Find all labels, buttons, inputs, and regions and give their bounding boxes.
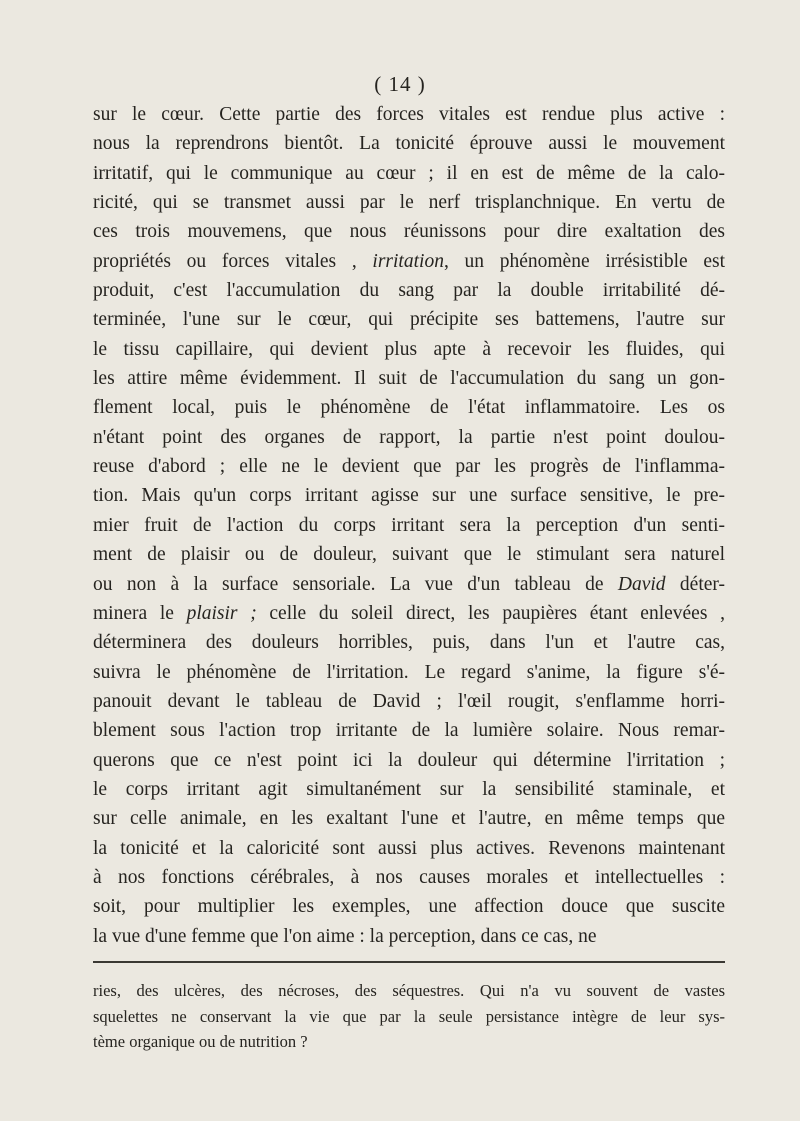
- text-line: déterminera des douleurs horribles, puis, dans l'un et l'autre cas,: [93, 632, 725, 654]
- text-line: flement local, puis le phénomène de l'état inflammatoire. Les os: [93, 397, 725, 419]
- text-line: la vue d'une femme que l'on aime : la perception, dans ce cas, ne: [93, 925, 597, 947]
- text-line-segment: propriétés ou forces vitales ,: [93, 250, 373, 272]
- text-line: sur celle animale, en les exaltant l'une et l'autre, en même temps que: [93, 808, 725, 830]
- text-line-italic: irritation: [372, 250, 444, 272]
- text-line: ricité, qui se transmet aussi par le nerf trisplanchnique. En vertu de: [93, 192, 725, 214]
- text-line: terminée, l'une sur le cœur, qui précipite ses battemens, l'autre sur: [93, 309, 725, 331]
- text-line: irritatif, qui le communique au cœur ; il en est de même de la calo-: [93, 162, 725, 184]
- text-line-segment: minera le: [93, 602, 187, 624]
- text-line: [93, 247, 725, 276]
- text-line: [93, 599, 725, 628]
- text-line: blement sous l'action trop irritante de la lumière solaire. Nous remar-: [93, 720, 725, 742]
- footnote-line: tème organique ou de nutrition ?: [93, 1032, 308, 1051]
- page-number: ( 14 ): [374, 72, 426, 96]
- text-line: soit, pour multiplier les exemples, une affection douce que suscite: [93, 896, 725, 918]
- text-line: mier fruit de l'action du corps irritant sera la perception d'un senti-: [93, 514, 725, 536]
- footnote-line: squelettes ne conservant la vie que par la seule persistance intègre de leur sys-: [93, 1006, 725, 1026]
- footnote: [93, 978, 725, 1055]
- text-line: ment de plaisir ou de douleur, suivant que le stimulant sera naturel: [93, 544, 725, 566]
- text-line: querons que ce n'est point ici la douleur qui détermine l'irritation ;: [93, 749, 725, 771]
- text-line: ces trois mouvemens, que nous réunissons pour dire exaltation des: [93, 221, 725, 243]
- text-line: le corps irritant agit simultanément sur la sensibilité staminale, et: [93, 778, 725, 800]
- text-line: n'étant point des organes de rapport, la partie n'est point doulou-: [93, 426, 725, 448]
- text-line: [93, 570, 725, 599]
- text-line: produit, c'est l'accumulation du sang par la double irritabilité dé-: [93, 280, 725, 302]
- text-line-italic: plaisir ;: [186, 602, 257, 624]
- text-line: la tonicité et la caloricité sont aussi plus actives. Revenons maintenant: [93, 837, 725, 859]
- text-line: les attire même évidemment. Il suit de l'accumulation du sang un gon-: [93, 368, 725, 390]
- text-line: panouit devant le tableau de David ; l'œil rougit, s'enflamme horri-: [93, 690, 725, 712]
- text-line: reuse d'abord ; elle ne le devient que par les progrès de l'inflamma-: [93, 456, 725, 478]
- text-line: tion. Mais qu'un corps irritant agisse sur une surface sensitive, le pre-: [93, 485, 725, 507]
- text-line-segment: ou non à la surface sensoriale. La vue d'un tableau de: [93, 573, 618, 595]
- text-line-segment: déter-: [665, 573, 725, 595]
- text-line: à nos fonctions cérébrales, à nos causes morales et intellectuelles :: [93, 866, 725, 888]
- footnote-divider: [93, 961, 725, 963]
- text-line: sur le cœur. Cette partie des forces vitales est rendue plus active :: [93, 104, 725, 125]
- text-line-segment: celle du soleil direct, les paupières étant enlevées ,: [256, 602, 725, 624]
- footnote-line: ries, des ulcères, des nécroses, des séquestres. Qui n'a vu souvent de vastes: [93, 981, 725, 1000]
- text-line: suivra le phénomène de l'irritation. Le regard s'anime, la figure s'é-: [93, 661, 725, 683]
- main-text: [93, 100, 725, 951]
- text-line-segment: , un phénomène irrésistible est: [443, 250, 726, 272]
- text-line: le tissu capillaire, qui devient plus apte à recevoir les fluides, qui: [93, 338, 725, 360]
- text-line-italic: David: [617, 573, 666, 595]
- text-line: nous la reprendrons bientôt. La tonicité éprouve aussi le mouvement: [93, 133, 725, 155]
